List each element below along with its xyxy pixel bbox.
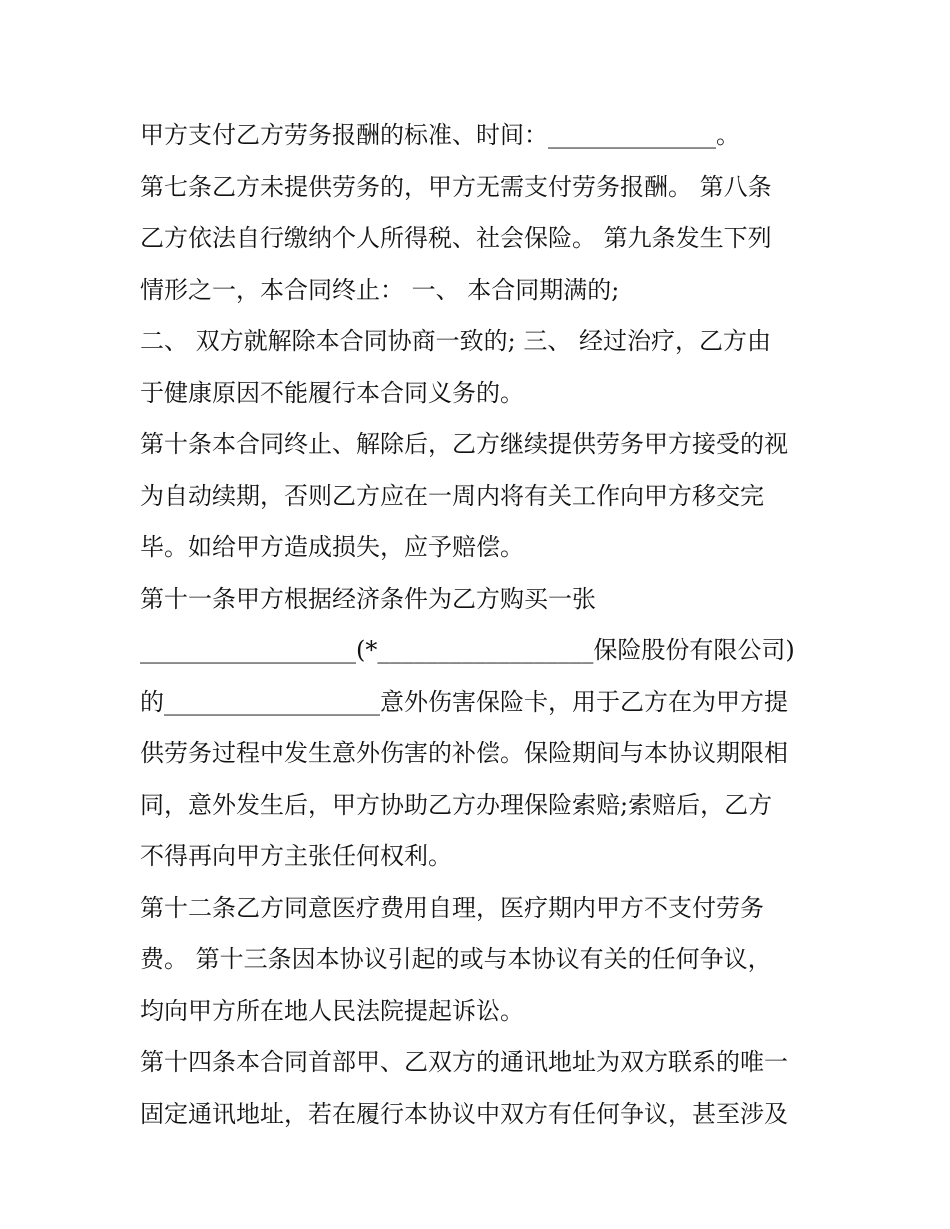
text-line: 费。 第十三条因本协议引起的或与本协议有关的任何争议， bbox=[140, 945, 772, 973]
text-line: 第十四条本合同首部甲、乙双方的通讯地址为双方联系的唯一 bbox=[140, 1048, 788, 1076]
text-line: 第十条本合同终止、解除后，乙方继续提供劳务甲方接受的视 bbox=[140, 430, 788, 458]
text-line: 固定通讯地址，若在履行本协议中双方有任何争议，甚至涉及 bbox=[140, 1099, 788, 1128]
text-line: 乙方依法自行缴纳个人所得税、社会保险。 第九条发生下列 bbox=[140, 224, 772, 252]
text-line: 情形之一，本合同终止： 一、 本合同期满的; bbox=[140, 275, 620, 304]
text-line: 二、 双方就解除本合同协商一致的; 三、 经过治疗，乙方由 bbox=[140, 327, 771, 355]
text-line: 第十二条乙方同意医疗费用自理，医疗期内甲方不支付劳务 bbox=[140, 893, 764, 922]
text-line: 同，意外发生后，甲方协助乙方办理保险索赔;索赔后，乙方 bbox=[140, 790, 773, 819]
text-line: 的__________________意外伤害保险卡，用于乙方在为甲方提 bbox=[140, 687, 788, 716]
text-line: 毕。如给甲方造成损失，应予赔偿。 bbox=[140, 533, 524, 561]
text-line: 不得再向甲方主张任何权利。 bbox=[140, 842, 452, 870]
text-line: 为自动续期，否则乙方应在一周内将有关工作向甲方移交完 bbox=[140, 481, 764, 510]
text-line: 于健康原因不能履行本合同义务的。 bbox=[140, 378, 524, 407]
text-line: 第七条乙方未提供劳务的，甲方无需支付劳务报酬。 第八条 bbox=[140, 172, 772, 201]
text-line: 均向甲方所在地人民法院提起诉讼。 bbox=[140, 996, 524, 1025]
document-body bbox=[140, 110, 820, 1140]
text-line: 甲方支付乙方劳务报酬的标准、时间：______________。 bbox=[140, 121, 740, 149]
text-line: __________________(*__________________保险股份有限公司) bbox=[140, 636, 795, 664]
text-line: 第十一条甲方根据经济条件为乙方购买一张 bbox=[140, 584, 596, 613]
text-line: 供劳务过程中发生意外伤害的补偿。保险期间与本协议期限相 bbox=[140, 739, 788, 767]
